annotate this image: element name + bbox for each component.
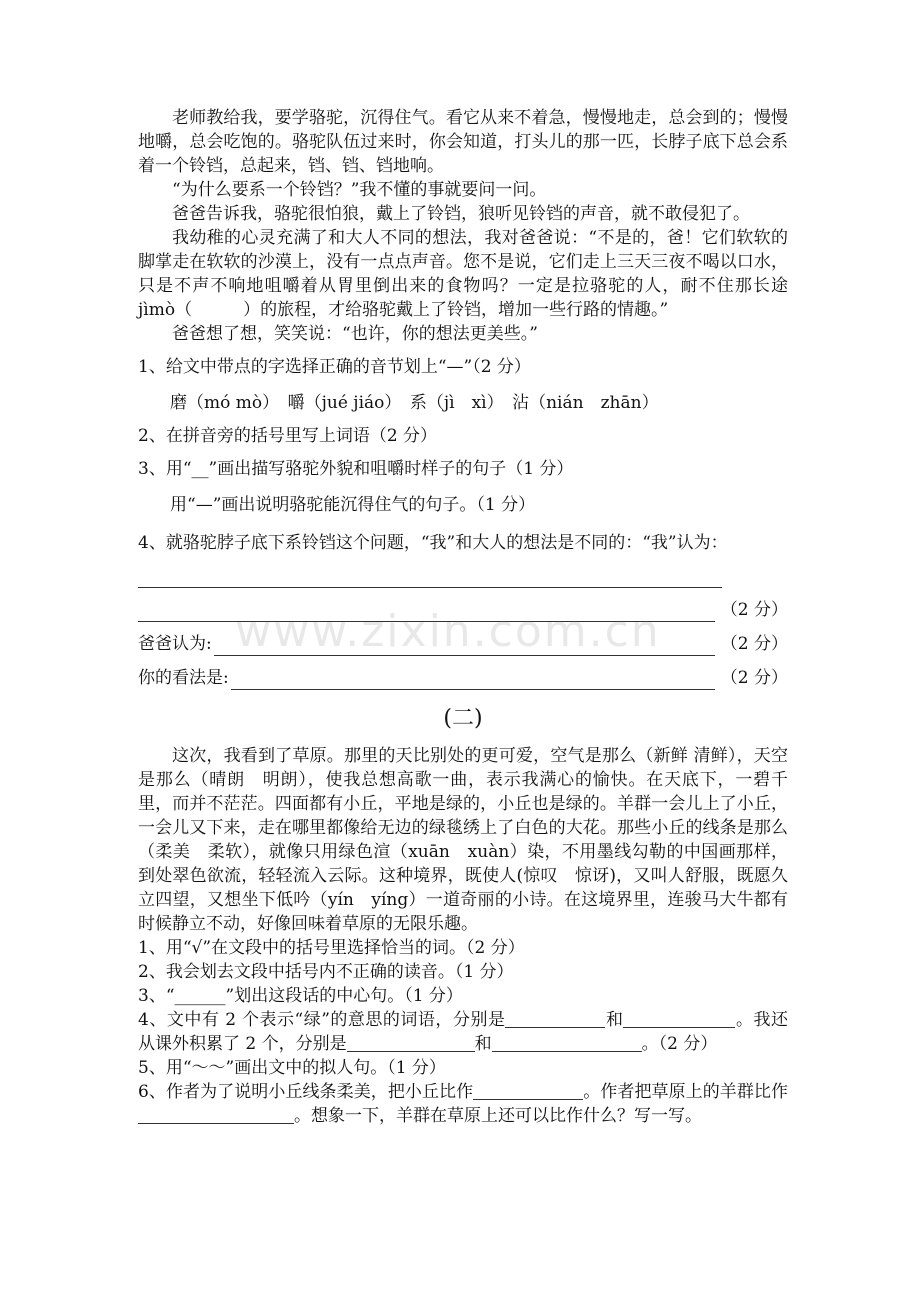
blank[interactable] — [347, 1033, 475, 1052]
watermark: www.zixin.com.cn — [235, 606, 661, 657]
passage1-paragraph-3: 爸爸告诉我，骆驼很怕狼，戴上了铃铛，狼听见铃铛的声音，就不敢侵犯了。 — [172, 204, 750, 224]
passage2-paragraph: 这次，我看到了草原。那里的天比别处的更可爱，空气是那么（新鲜 清鲜），天空是那么（晴朗 明朗），使我总想高歌一曲，表示我满心的愉快。在天底下，一碧千里，而并不茫茫。四面都有小丘，平地是绿的，小丘也是绿的。羊群一会儿上了小丘，一会儿又下来，走在哪里都像给无边的绿毯绣上了白色的大花。那些小丘的线条是那么（柔美 柔软），就像只用绿色渲（xuān xuàn）染，不用墨线勾勒的中国画那样，到处翠色欲流，轻轻流入云际。这种境界，既使人(惊叹 惊讶)，又叫人舒服，既愿久立四望，又想坐下低吟（yín yíng）一道奇丽的小诗。在这境界里，连骏马大牛都有时候静立不动，好像回味着草原的无限乐趣。 — [138, 746, 788, 934]
question-4: 4、就骆驼脖子底下系铃铛这个问题，“我”和大人的想法是不同的：“我”认为： — [138, 533, 728, 553]
score-label: （2 分） — [720, 634, 788, 654]
question-3a: 3、用“__”画出描写骆驼外貌和咀嚼时样子的句子（1 分） — [138, 459, 574, 479]
section-2-title: (二) — [443, 706, 483, 731]
blank[interactable] — [505, 1009, 605, 1028]
your-opinion-row[interactable] — [138, 666, 788, 690]
passage2-question-1: 1、用“√”在文段中的括号里选择恰当的词。（2 分） — [138, 938, 525, 958]
passage2-question-2: 2、我会划去文段中括号内不正确的读音。（1 分） — [138, 962, 514, 982]
dad-opinion-label: 爸爸认为: — [138, 634, 212, 654]
question-1-options: 磨（mó mò） 嚼（jué jiáo） 系（jì xì） 沾（nián zhān） — [170, 393, 659, 413]
passage2-question-5: 5、用“～～”画出文中的拟人句。（1 分） — [138, 1058, 446, 1078]
passage2-question-6: 6、作者为了说明小丘线条柔美，把小丘比作 。作者把草原上的羊群比作。想象一下，羊群在草原上还可以比作什么？写一写。 — [138, 1082, 789, 1126]
blank[interactable] — [492, 1033, 642, 1052]
passage2-question-4: 4、文中有 2 个表示“绿”的意思的词语，分别是 和 。我还从课外积累了 2 个，分别是 和 。（2 分） — [138, 1010, 789, 1054]
dad-opinion-row[interactable] — [138, 632, 788, 656]
answer-line-2[interactable] — [138, 598, 788, 622]
answer-line-1[interactable] — [138, 567, 788, 588]
passage1-paragraph-4: 我幼稚的心灵充满了和大人不同的想法，我对爸爸说：“不是的，爸！它们软软的脚掌走在软软的沙漠上，没有一点点声音。您不是说，它们走上三天三夜不喝以口水，只是不声不响地咀嚼着从胃里倒出来的食物吗？一定是拉骆驼的人，耐不住那长途 jìmò（ ）的旅程，才给骆驼戴上了铃铛，增加一些行路的情趣。” — [138, 228, 788, 320]
your-opinion-label: 你的看法是: — [138, 668, 229, 688]
score-label: （2 分） — [720, 600, 788, 620]
score-label: （2 分） — [720, 668, 788, 688]
passage1-paragraph-2: “为什么要系一个铃铛？”我不懂的事就要问一问。 — [172, 180, 547, 200]
exam-page — [138, 106, 788, 1128]
blank[interactable] — [138, 1105, 294, 1124]
blank[interactable] — [623, 1009, 735, 1028]
question-2: 2、在拼音旁的括号里写上词语（2 分） — [138, 426, 438, 446]
question-3b: 用“—”画出说明骆驼能沉得住气的句子。（1 分） — [170, 495, 536, 515]
passage1-paragraph-1: 老师教给我，要学骆驼，沉得住气。看它从来不着急，慢慢地走，总会到的；慢慢地嚼，总会吃饱的。骆驼队伍过来时，你会知道，打头儿的那一匹，长脖子底下总会系着一个铃铛，总起来，铛、铛、铛地响。 — [138, 108, 788, 176]
passage1-paragraph-5: 爸爸想了想，笑笑说：“也许，你的想法更美些。” — [172, 324, 538, 344]
blank[interactable] — [473, 1081, 583, 1100]
question-1: 1、给文中带点的字选择正确的音节划上“—”（2 分） — [138, 357, 531, 377]
passage2-question-3: 3、“______”划出这段话的中心句。（1 分） — [138, 986, 463, 1006]
